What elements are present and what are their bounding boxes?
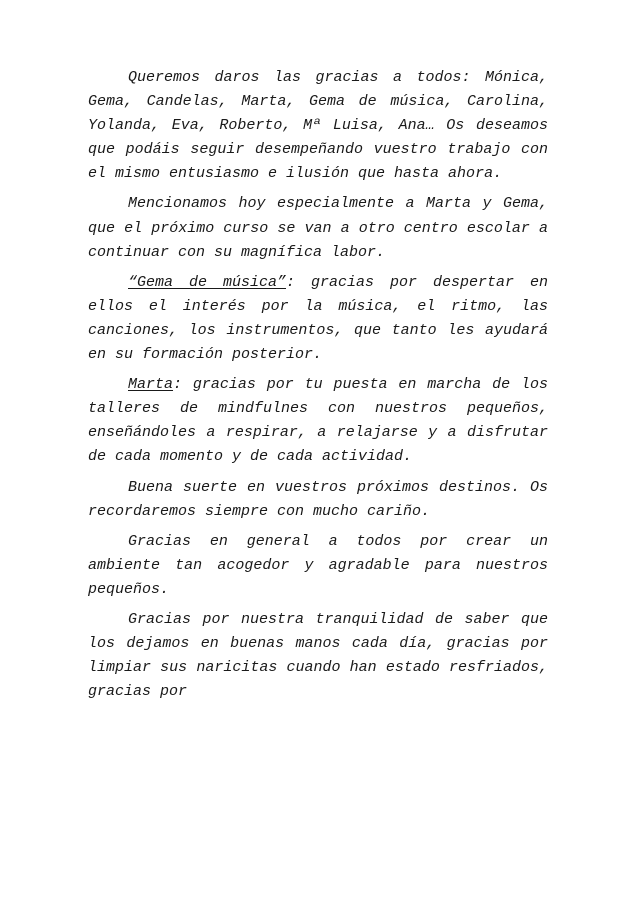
paragraph-gema: [88, 271, 548, 367]
paragraph-marta: [88, 373, 548, 469]
paragraph-text: Gracias por nuestra tranquilidad de saber que los dejamos en buenas manos cada día, gracias por limpiar sus naricitas cuando han estado resfriados, gracias por: [88, 610, 548, 701]
paragraph-special-mention: [88, 192, 548, 264]
paragraph-text: Mencionamos hoy especialmente a Marta y Gema, que el próximo curso se van a otro centro escolar a continuar con su magnífica labor.: [88, 195, 548, 261]
paragraph-thanks-all: [88, 66, 548, 186]
paragraph-general-thanks: [88, 530, 548, 602]
paragraph-text: Queremos daros las gracias a todos: Mónica, Gema, Candelas, Marta, Gema de música, Carolina, Yolanda, Eva, Roberto, Mª Luisa, Ana… Os deseamos que podáis seguir desempeñando vuestro trabajo con el mismo entusiasmo e ilusión que hasta ahora.: [88, 69, 548, 183]
paragraph-text: : gracias por tu puesta en marcha de los talleres de mindfulnes con nuestros pequeños, enseñándoles a respirar, a relajarse y a disfrutar de cada momento y de cada actividad.: [88, 376, 548, 466]
paragraph-lead-underlined: “Gema de música”: [128, 273, 286, 291]
document-page: [88, 66, 548, 710]
paragraph-text: Gracias en general a todos por crear un ambiente tan acogedor y agradable para nuestros pequeños.: [88, 532, 548, 598]
paragraph-good-luck: [88, 476, 548, 524]
paragraph-text: Buena suerte en vuestros próximos destinos. Os recordaremos siempre con mucho cariño.: [88, 478, 548, 520]
paragraph-text: : gracias por despertar en ellos el interés por la música, el ritmo, las canciones, los instrumentos, que tanto les ayudará en su formación posterior.: [88, 273, 548, 364]
paragraph-tranquility: [88, 608, 548, 704]
paragraph-lead-underlined: Marta: [128, 376, 174, 394]
